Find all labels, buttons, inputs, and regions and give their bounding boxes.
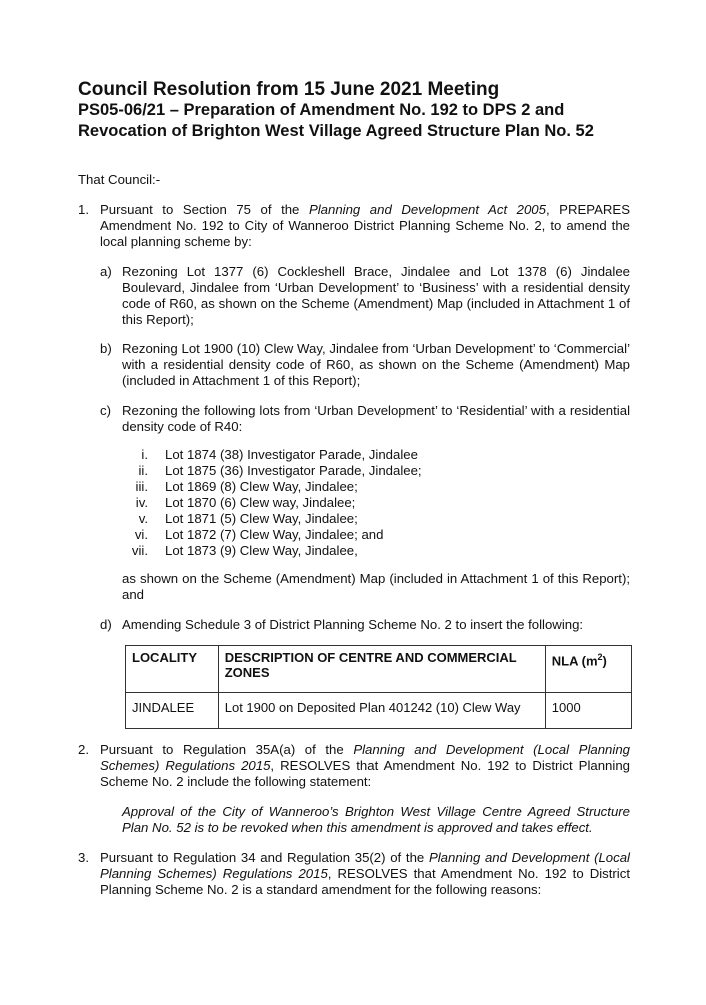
subitem-label: d) [100,617,112,632]
item-number: 3. [78,850,89,865]
intro-text: That Council:- [78,172,161,187]
table-header: LOCALITY [126,646,219,693]
item-1-pre: Pursuant to Section 75 of the [100,202,309,217]
table-header: DESCRIPTION OF CENTRE AND COMMERCIAL ZONES [218,646,545,693]
document-page: Council Resolution from 15 June 2021 Meeting PS05-06/21 – Preparation of Amendment No. 192 to DPS 2 and Revocation of Brighton West Village Agreed Structure Plan No. 52 That Council:- 1. Pursuant to Section 75 of the Planning and Development Act 2005, PREPARES Amendment No. 192 to City of Wanneroo District Planning Scheme No. 2, to amend the local planning scheme by: a) Rezoning Lot 1377 (6) Cockleshell Brace, Jindalee and Lot 1378 (6) Jindalee Boulevard, Jindalee from ‘Urban Development’ to ‘Business’ with a residential density code of R60, as shown on the Scheme (Amendment) Map (included in Attachment 1 of this Report); b) Rezoning Lot 1900 (10) Clew Way, Jindalee from ‘Urban Development’ to ‘Commercial’ with a residential density code of R60, as shown on the Scheme (Amendment) Map (included in Attachment 1 of this Report); c) Rezoning the following lots from ‘Urban Development’ to ‘Residential’ with a residential density code of R40: i. Lot 1874 (38) Investigator Parade, Jindalee ii. Lot 1875 (36) Investigator Parade, Jindalee; iii. Lot 1869 (8) Clew Way, Jindalee; iv. Lot 1870 (6) Clew way, Jindalee; v. Lot 1871 (5) Clew Way, Jindalee; vi. Lot 1872 (7) Clew Way, Jindalee; and vii. Lot 1873 (9) Clew Way, Jindalee, as shown on the Scheme (Amendment) Map (included in Attachment 1 of this Report); and d) Amending Schedule 3 of District Planning Scheme No. 2 to insert the following: LOCALITY DESCRIPTION OF CENTRE AND COMMERCIAL ZONES NLA $(m^2)$ JINDALEE Lot 1900 on Deposited Plan 401242 (10) Clew Way 1000 2. Pursuant to Regulation 35A(a) of the Planning and Development (Local Planning Schemes) Regulations 2015, RESOLVES that Amendment No. 192 to District Planning Scheme No. 2 include the following statement: Approval of the City of Wanneroo’s Brighton West Village Centre Agreed Structure Plan No. 52 is to be revoked when this amendment is approved and takes effect. 3. Pursuant to Regulation 34 and Regulation 35(2) of the Planning and Development (Local Planning Schemes) Regulations 2015, RESOLVES that Amendment No. 192 to District Planning Scheme No. 2 is a standard amendment for the following reasons: [0,0,706,1005]
item-number: 2. [78,742,89,757]
subitem-label: b) [100,341,112,356]
subitem-d-text: Amending Schedule 3 of District Planning Scheme No. 2 to insert the following: [122,617,584,632]
item-1-post: , PREPARES Amendment No. 192 to City of Wanneroo District Planning Scheme No. 2, to amend the local planning scheme by: [100,202,631,249]
table-row [126,693,632,729]
item-2-act: Planning and Development (Local Planning Schemes) Regulations 2015 [100,742,630,773]
table-cell: JINDALEE [126,693,219,729]
item-3-pre: Pursuant to Regulation 34 and Regulation 35(2) of the [100,850,429,865]
schedule-table [125,645,632,729]
item-2-text [100,742,630,790]
item-1-act: Planning and Development Act 2005 [308,202,546,217]
table-header: NLA $(m^2)$ [545,646,631,693]
item-2-post: , RESOLVES that Amendment No. 192 to District Planning Scheme No. 2 include the following statement: [100,758,630,789]
revocation-statement: Approval of the City of Wanneroo’s Brighton West Village Centre Agreed Structure Plan No. 52 is to be revoked when this amendment is approved and takes effect. [122,804,630,835]
table-header-row [126,646,632,693]
document-subtitle: PS05-06/21 – Preparation of Amendment No. 192 to DPS 2 and Revocation of Brighton West Village Agreed Structure Plan No. 52 [78,101,594,140]
subitem-label: c) [100,403,111,418]
table-cell: Lot 1900 on Deposited Plan 401242 (10) Clew Way [218,693,545,729]
subitem-a-text: Rezoning Lot 1377 (6) Cockleshell Brace, Jindalee and Lot 1378 (6) Jindalee Boulevard, Jindalee from ‘Urban Development’ to ‘Business’ with a residential density code of R60, as shown on the Scheme (Amendment) Map (included in Attachment 1 of this Report); [122,264,630,327]
item-3-text [100,850,630,898]
document-title: Council Resolution from 15 June 2021 Meeting [78,79,500,100]
subitem-b-text: Rezoning Lot 1900 (10) Clew Way, Jindalee from ‘Urban Development’ to ‘Commercial’ with a residential density code of R60, as shown on the Scheme (Amendment) Map (included in Attachment 1 of this Report); [122,341,630,388]
item-3-post: , RESOLVES that Amendment No. 192 to District Planning Scheme No. 2 is a standard amendment for the following reasons: [100,866,630,897]
subitem-label: a) [100,264,112,279]
subitem-c-after-text: as shown on the Scheme (Amendment) Map (included in Attachment 1 of this Report); and [122,571,630,602]
item-2-pre: Pursuant to Regulation 35A(a) of the [100,742,354,757]
subitem-c-text: Rezoning the following lots from ‘Urban Development’ to ‘Residential’ with a residential density code of R40: [122,403,630,434]
table-cell: 1000 [545,693,631,729]
item-3-act: Planning and Development (Local Planning Schemes) Regulations 2015 [100,850,630,881]
item-1-text [100,202,630,250]
item-number: 1. [78,202,89,217]
